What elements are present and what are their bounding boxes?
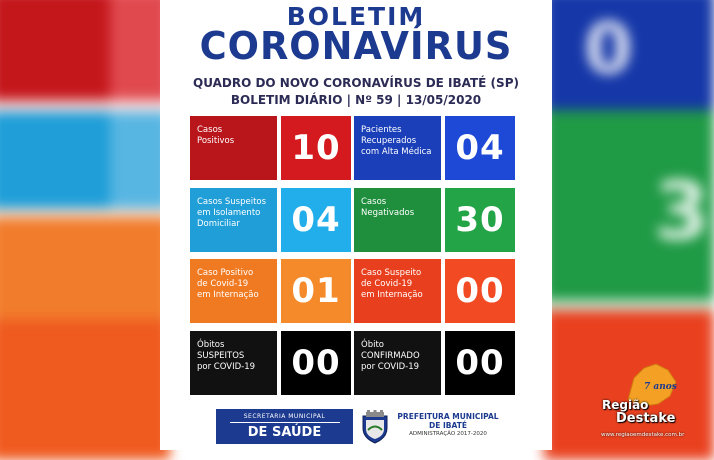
subtitle-quadro: QUADRO DO NOVO CORONAVÍRUS DE IBATÉ (SP)	[193, 76, 519, 90]
tile-value: 00	[281, 331, 351, 395]
tile-label: Óbito CONFIRMADO por COVID-19	[354, 331, 441, 395]
tile-label: Casos Suspeitos em Isolamento Domiciliar	[190, 188, 277, 252]
tile-value: 00	[445, 331, 515, 395]
tile-casos-positivos	[190, 116, 351, 180]
tile-positivo-internacao	[190, 259, 351, 323]
anniversary-label: 7 anos	[644, 382, 677, 392]
tile-value: 10	[281, 116, 351, 180]
tile-value: 30	[445, 188, 515, 252]
tile-value: 00	[445, 259, 515, 323]
tile-value: 04	[445, 116, 515, 180]
secretaria-saude-logo	[216, 409, 353, 444]
tile-label: Óbitos SUSPEITOS por COVID-19	[190, 331, 277, 395]
prefeitura-line3: ADMINISTRAÇÃO 2017-2020	[409, 431, 487, 437]
tile-suspeito-internacao	[354, 259, 515, 323]
prefeitura-line2: DE IBATÉ	[429, 421, 467, 430]
tile-obito-confirmado	[354, 331, 515, 395]
brand-line2: Destake	[616, 411, 676, 426]
tile-label: Casos Negativados	[354, 188, 441, 252]
tile-label: Pacientes Recuperados com Alta Médica	[354, 116, 441, 180]
brand-line1: Região	[602, 398, 649, 412]
secretaria-line1: SECRETARIA MUNICIPAL	[243, 413, 326, 420]
tile-negativados	[354, 188, 515, 252]
site-url: www.regiaoemdestake.com.br	[601, 432, 685, 438]
subtitle-boletim-diario: BOLETIM DIÁRIO | Nº 59 | 13/05/2020	[230, 93, 482, 107]
tile-obitos-suspeitos	[190, 331, 351, 395]
divider	[230, 422, 340, 423]
city-crest-icon	[360, 410, 390, 444]
tile-recuperados	[354, 116, 515, 180]
tile-label: Caso Suspeito de Covid-19 em Internação	[354, 259, 441, 323]
bulletin-card	[160, 0, 552, 450]
background-right: 0 3	[544, 0, 704, 450]
secretaria-line2: DE SAÚDE	[247, 425, 322, 440]
tile-suspeitos-isolamento	[190, 188, 351, 252]
regiao-destake-watermark	[598, 360, 702, 450]
tile-value: 01	[281, 259, 351, 323]
prefeitura-logo	[393, 412, 503, 438]
tile-label: Casos Positivos	[190, 116, 277, 180]
background-left	[0, 0, 160, 450]
title-boletim: BOLETIM	[286, 2, 426, 31]
tile-label: Caso Positivo de Covid-19 em Internação	[190, 259, 277, 323]
tile-value: 04	[281, 188, 351, 252]
title-coronavirus: CORONAVÍRUS	[199, 24, 513, 68]
prefeitura-line1: PREFEITURA MUNICIPAL	[397, 412, 499, 421]
